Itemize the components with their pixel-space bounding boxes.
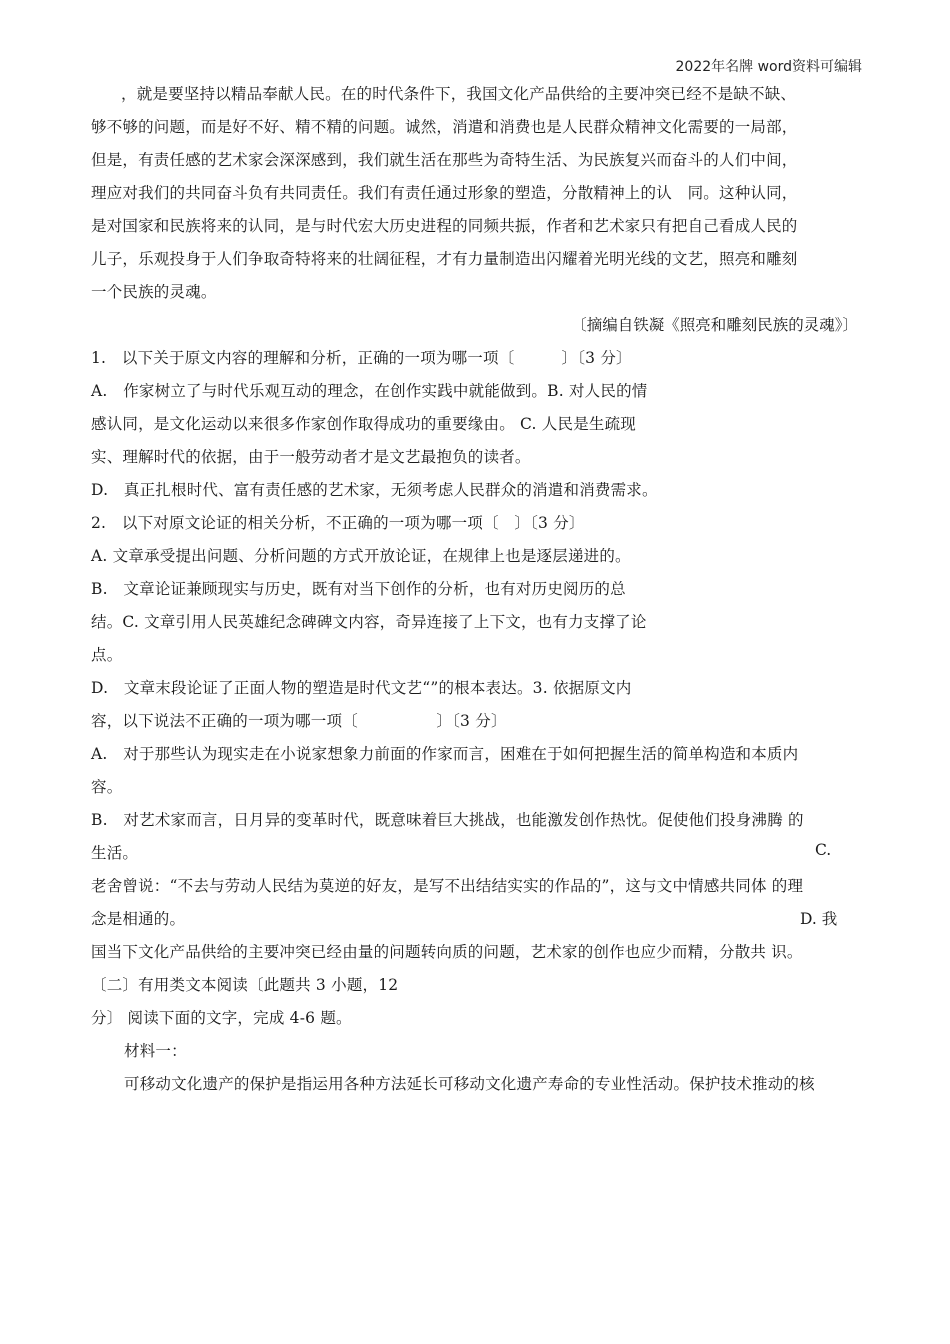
option-line: 念是相通的。 — [91, 910, 186, 928]
material-line: 可移动文化遗产的保护是指运用各种方法延长可移动文化遗产寿命的专业性活动。保护技术推动的核 — [124, 1075, 815, 1093]
paragraph-line: 是对国家和民族将来的认同，是与时代宏大历史进程的同频共振，作者和艺术家只有把自己看成人民的 — [91, 217, 798, 235]
option-line: D. 文章末段论证了正面人物的塑造是时代文艺“”的根本表达。3. 依据原文内 — [91, 679, 632, 697]
question-3: 容，以下说法不正确的一项为哪一项〔 〕〔3 分〕 — [91, 712, 507, 730]
paragraph-line: 但是，有责任感的艺术家会深深感到，我们就生活在那些为奇特生活、为民族复兴而奋斗的人们中间， — [91, 151, 798, 169]
option-line: 实、理解时代的依据，由于一般劳动者才是文艺最抱负的读者。 — [91, 448, 531, 466]
option-line: D. 真正扎根时代、富有责任感的艺术家，无须考虑人民群众的消遣和消费需求。 — [91, 481, 658, 499]
option-d-label: D. 我 — [800, 910, 838, 928]
option-line: 国当下文化产品供给的主要冲突已经由量的问题转向质的问题，艺术家的创作也应少而精，分散共 识。 — [91, 943, 803, 961]
paragraph-line: 够不够的问题，而是好不好、精不精的问题。诚然，消遣和消费也是人民群众精神文化需要的一局部， — [91, 118, 798, 136]
option-line: A. 对于那些认为现实走在小说家想象力前面的作家而言，困难在于如何把握生活的简单构造和本质内 — [91, 745, 799, 763]
option-line: 结。C. 文章引用人民英雄纪念碑碑文内容，奇异连接了上下文，也有力支撑了论 — [91, 613, 647, 631]
option-line: B. 文章论证兼顾现实与历史，既有对当下创作的分析，也有对历史阅历的总 — [91, 580, 626, 598]
source-citation: 〔摘编自铁凝《照亮和雕刻民族的灵魂》〕 — [571, 316, 858, 334]
question-1: 1. 以下关于原文内容的理解和分析，正确的一项为哪一项〔 〕〔3 分〕 — [91, 349, 632, 367]
section-heading: 〔二〕有用类文本阅读〔此题共 3 小题，12 — [91, 976, 399, 994]
option-line: A. 文章承受提出问题、分析问题的方式开放论证，在规律上也是逐层递进的。 — [91, 547, 631, 565]
option-line: 容。 — [91, 778, 123, 796]
option-line: 点。 — [91, 646, 123, 664]
page-header: 2022年名牌 word资料可编辑 — [675, 59, 862, 75]
section-instruction: 分〕 阅读下面的文字，完成 4-6 题。 — [91, 1009, 352, 1027]
option-c-label: C. — [815, 841, 832, 859]
paragraph-line: 儿子，乐观投身于人们争取奇特将来的壮阔征程，才有力量制造出闪耀着光明光线的文艺，照亮和雕刻 — [91, 250, 798, 268]
question-2: 2. 以下对原文论证的相关分析，不正确的一项为哪一项〔 〕〔3 分〕 — [91, 514, 585, 532]
material-title: 材料一： — [124, 1042, 187, 1060]
paragraph-line: 一个民族的灵魂。 — [91, 283, 217, 301]
option-line: A. 作家树立了与时代乐观互动的理念，在创作实践中就能做到。B. 对人民的情 — [91, 382, 648, 400]
option-line: B. 对艺术家而言，日月异的变革时代，既意味着巨大挑战，也能激发创作热忱。促使他们投身沸腾 的 — [91, 811, 804, 829]
paragraph-line: 理应对我们的共同奋斗负有共同责任。我们有责任通过形象的塑造，分散精神上的认 同。这种认同， — [91, 184, 798, 202]
option-line: 生活。 — [91, 844, 139, 862]
paragraph-line: ，就是要坚持以精品奉献人民。在的时代条件下，我国文化产品供给的主要冲突已经不是缺不缺、 — [121, 85, 797, 103]
option-line: 感认同，是文化运动以来很多作家创作取得成功的重要缘由。 C. 人民是生疏现 — [91, 415, 636, 433]
option-line: 老舍曾说：“不去与劳动人民结为莫逆的好友，是写不出结结实实的作品的”，这与文中情感共同体 的理 — [91, 877, 804, 895]
